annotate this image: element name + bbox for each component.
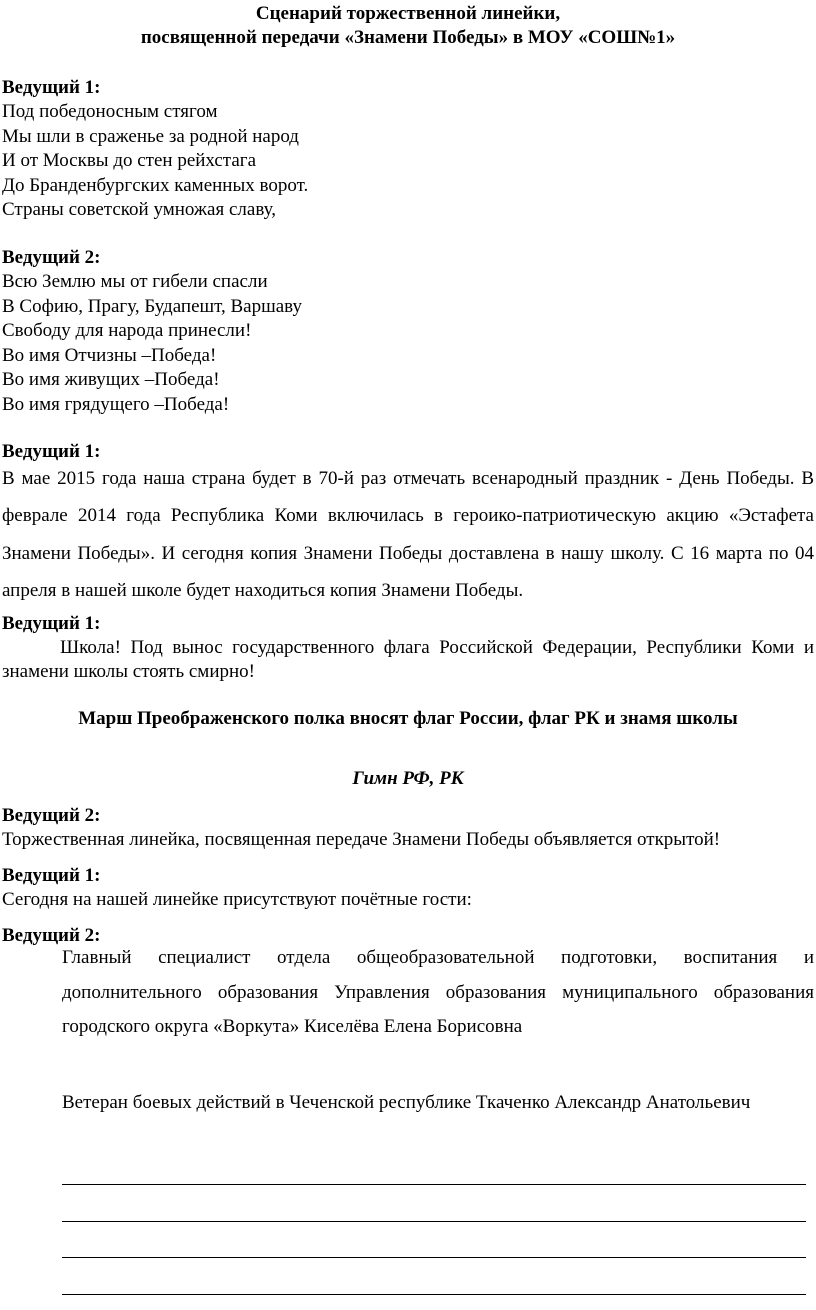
anthem-note: Гимн РФ, РК: [352, 768, 464, 789]
march-note: Марш Преображенского полка вносят флаг России, флаг РК и знамя школы: [78, 708, 738, 729]
speaker-label: Ведущий 2:: [2, 925, 101, 946]
blank-line: [62, 1257, 806, 1258]
command-paragraph: Школа! Под вынос государственного флага Российской Федерации, Республики Коми и знамени школы стоять смирно!: [2, 637, 814, 682]
guest-entry: Ветеран боевых действий в Чеченской республике Ткаченко Александр Анатольевич: [62, 1092, 751, 1113]
poem-line: Во имя живущих –Победа!: [2, 369, 220, 390]
speaker-label: Ведущий 1:: [2, 865, 101, 886]
poem-line: Под победоносным стягом: [2, 101, 218, 122]
section-3: [2, 440, 814, 609]
section-5: [2, 804, 814, 853]
guest-entry: Главный специалист отдела общеобразовательной подготовки, воспитания и дополнительного образования Управления образования муниципального образования городского округа «Воркута» Киселёва Елена Борисовна: [62, 947, 814, 1037]
speaker-label: Ведущий 1:: [2, 613, 101, 634]
section-6: [2, 864, 814, 913]
announcement-paragraph: В мае 2015 года наша страна будет в 70-й раз отмечать всенародный праздник - День Победы. В феврале 2014 года Республика Коми включилась в героико-патриотическую акцию «Эстафета Знамени Победы». И сегодня копия Знамени Победы доставлена в нашу школу. С 16 марта по 04 апреля в нашей школе будет находиться копия Знамени Победы.: [2, 468, 814, 601]
poem-line: Страны советской умножая славу,: [2, 199, 276, 220]
blank-line: [62, 1221, 806, 1222]
speaker-label: Ведущий 2:: [2, 805, 101, 826]
poem-line: До Бранденбургских каменных ворот.: [2, 174, 309, 196]
document-title-line-2: посвященной передачи «Знамени Победы» в МОУ «СОШ№1»: [140, 27, 676, 48]
section-2: [2, 246, 814, 417]
speaker-label: Ведущий 1:: [2, 77, 101, 98]
poem-line: Во имя грядущего –Победа!: [2, 393, 230, 415]
guests-intro-line: Сегодня на нашей линейке присутствуют почётные гости:: [2, 889, 472, 910]
section-1: [2, 76, 814, 223]
speaker-label: Ведущий 2:: [2, 247, 101, 268]
document-title-line-1: Сценарий торжественной линейки,: [255, 3, 561, 24]
blank-line: [62, 1184, 806, 1185]
blank-line: [62, 1294, 806, 1295]
poem-line: Свободу для народа принесли!: [2, 320, 252, 341]
poem-line: Всю Землю мы от гибели спасли: [2, 271, 268, 292]
opening-line: Торжественная линейка, посвященная передаче Знамени Победы объявляется открытой!: [2, 829, 721, 850]
poem-line: Во имя Отчизны –Победа!: [2, 344, 217, 366]
section-4: [2, 612, 814, 684]
poem-line: И от Москвы до стен рейхстага: [2, 150, 257, 171]
poem-line: Мы шли в сраженье за родной народ: [2, 125, 299, 147]
poem-line: В Софию, Прагу, Будапешт, Варшаву: [2, 295, 303, 317]
speaker-label: Ведущий 1:: [2, 441, 101, 462]
